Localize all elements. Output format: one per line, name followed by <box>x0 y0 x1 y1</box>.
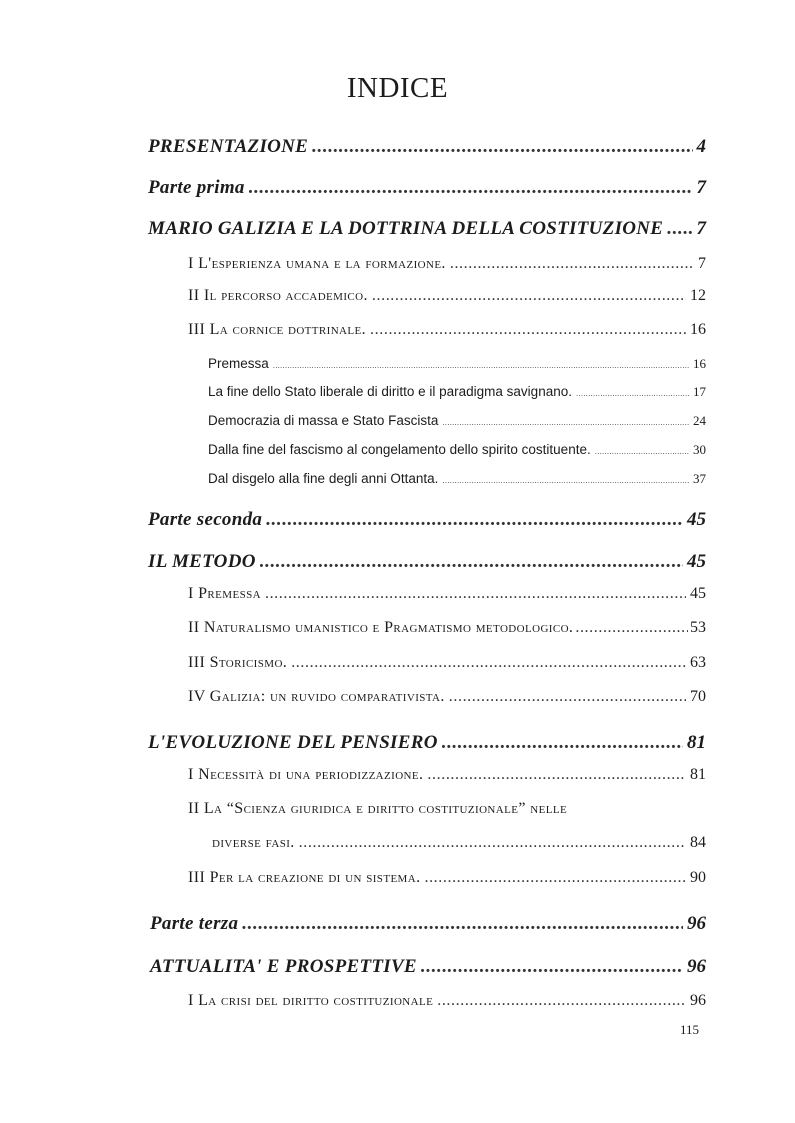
toc-entry-label[interactable]: II La “Scienza giuridica e diritto costituzionale” nelle <box>188 800 568 817</box>
leader-dots <box>299 834 686 852</box>
toc-entry[interactable] <box>208 413 706 429</box>
toc-entry-label: I Premessa <box>188 585 261 602</box>
toc-entry[interactable] <box>188 688 706 706</box>
leader-dots <box>421 956 683 978</box>
toc-entry-page: 63 <box>690 654 706 671</box>
toc-entry-page: 90 <box>690 869 706 886</box>
toc-entry[interactable] <box>208 356 706 372</box>
toc-entry-label: PRESENTAZIONE <box>148 136 309 157</box>
leader-dots <box>450 255 694 273</box>
leader-dots <box>424 869 686 887</box>
leader-dots <box>575 619 688 637</box>
toc-entry-label: III Per la creazione di un sistema. <box>188 869 421 886</box>
toc-entry[interactable] <box>150 956 706 978</box>
toc-entry-label: Premessa <box>208 356 269 371</box>
leader-dots <box>265 585 686 603</box>
toc-entry[interactable] <box>188 287 706 305</box>
leader-dots <box>249 177 693 199</box>
leader-dots <box>260 551 683 573</box>
toc-entry-page: 37 <box>693 471 706 486</box>
toc-entry[interactable] <box>148 732 706 754</box>
toc-entry-page: 45 <box>687 509 706 530</box>
toc-entry-label: diverse fasi. <box>212 834 295 851</box>
toc-entry[interactable] <box>188 869 706 887</box>
toc-entry-label: L'EVOLUZIONE DEL PENSIERO <box>148 732 438 753</box>
leader-dots <box>266 509 683 531</box>
leader-dots <box>667 218 692 240</box>
toc-entry-label: Dalla fine del fascismo al congelamento dello spirito costituente. <box>208 442 591 457</box>
leader-dots <box>273 356 689 371</box>
toc-entry-page: 16 <box>693 356 706 371</box>
toc-entry[interactable] <box>212 834 706 852</box>
toc-entry[interactable] <box>148 509 706 531</box>
leader-dots <box>291 654 686 672</box>
toc-entry-label: II Il percorso accademico. <box>188 287 368 304</box>
toc-entry-page: 81 <box>687 732 706 753</box>
leader-dots <box>370 321 686 339</box>
toc-entry-page: 96 <box>687 913 706 934</box>
toc-entry-page: 7 <box>698 255 706 272</box>
page-number: 115 <box>680 1022 700 1037</box>
toc-entry-page: 96 <box>687 956 706 977</box>
toc-entry-label: Parte seconda <box>148 509 263 530</box>
leader-dots <box>595 442 689 457</box>
toc-entry-label: MARIO GALIZIA E LA DOTTRINA DELLA COSTITUZIONE <box>148 218 664 239</box>
toc-entry-page: 7 <box>696 177 706 198</box>
leader-dots <box>576 384 689 399</box>
toc-entry-page: 81 <box>690 766 706 783</box>
toc-entry-label: I Necessità di una periodizzazione. <box>188 766 424 783</box>
toc-entry[interactable] <box>148 218 706 240</box>
toc-entry-label: Parte prima <box>148 177 245 198</box>
leader-dots <box>442 471 689 486</box>
toc-entry-label: Democrazia di massa e Stato Fascista <box>208 413 439 428</box>
toc-entry[interactable] <box>150 913 706 935</box>
toc-entry-label: ATTUALITA' E PROSPETTIVE <box>150 956 417 977</box>
toc-entry[interactable] <box>208 442 706 458</box>
toc-entry-label: III Storicismo. <box>188 654 288 671</box>
toc-entry-page: 70 <box>690 688 706 705</box>
toc-entry-page: 96 <box>690 992 706 1009</box>
toc-entry-page: 12 <box>690 287 706 304</box>
leader-dots <box>242 913 683 935</box>
toc-entry-page: 16 <box>690 321 706 338</box>
toc-entry-label: Dal disgelo alla fine degli anni Ottanta. <box>208 471 439 486</box>
toc-entry[interactable] <box>188 992 706 1010</box>
toc-entry-page: 7 <box>696 218 706 239</box>
leader-dots <box>427 766 686 784</box>
toc-entry-label: IL METODO <box>148 551 256 572</box>
toc-entry-page: 30 <box>693 442 706 457</box>
toc-entry[interactable] <box>188 766 706 784</box>
toc-entry-label: II Naturalismo umanistico e Pragmatismo metodologico. <box>188 619 574 636</box>
toc-entry-page: 24 <box>693 413 706 428</box>
toc-entry[interactable] <box>208 471 706 487</box>
toc-entry-page: 45 <box>687 551 706 572</box>
toc-entry[interactable] <box>148 177 706 199</box>
toc-entry-page: 53 <box>690 619 706 636</box>
toc-entry-label: La fine dello Stato liberale di diritto e il paradigma savignano. <box>208 384 572 399</box>
leader-dots <box>442 413 689 428</box>
toc-entry[interactable] <box>188 654 706 672</box>
toc-entry-page: 4 <box>696 136 706 157</box>
leader-dots <box>449 688 686 706</box>
toc-entry-label: I L'esperienza umana e la formazione. <box>188 255 446 272</box>
leader-dots <box>372 287 686 305</box>
toc-entry[interactable] <box>208 384 706 400</box>
toc-entry[interactable] <box>188 321 706 339</box>
toc-entry-page: 17 <box>693 384 706 399</box>
toc-entry[interactable] <box>148 136 706 158</box>
toc-entry[interactable] <box>188 585 706 603</box>
toc-entry-page: 84 <box>690 834 706 851</box>
toc-entry-label: Parte terza <box>150 913 239 934</box>
leader-dots <box>442 732 683 754</box>
page-title: INDICE <box>346 72 449 104</box>
toc-entry[interactable] <box>148 551 706 573</box>
leader-dots <box>437 992 686 1010</box>
toc-entry-label: IV Galizia: un ruvido comparativista. <box>188 688 445 705</box>
toc-entry-page: 45 <box>690 585 706 602</box>
toc-entry[interactable] <box>188 255 706 273</box>
toc-entry[interactable] <box>188 619 706 637</box>
leader-dots <box>312 136 692 158</box>
toc-entry-label: III La cornice dottrinale. <box>188 321 367 338</box>
toc-entry-label: I La crisi del diritto costituzionale <box>188 992 434 1009</box>
